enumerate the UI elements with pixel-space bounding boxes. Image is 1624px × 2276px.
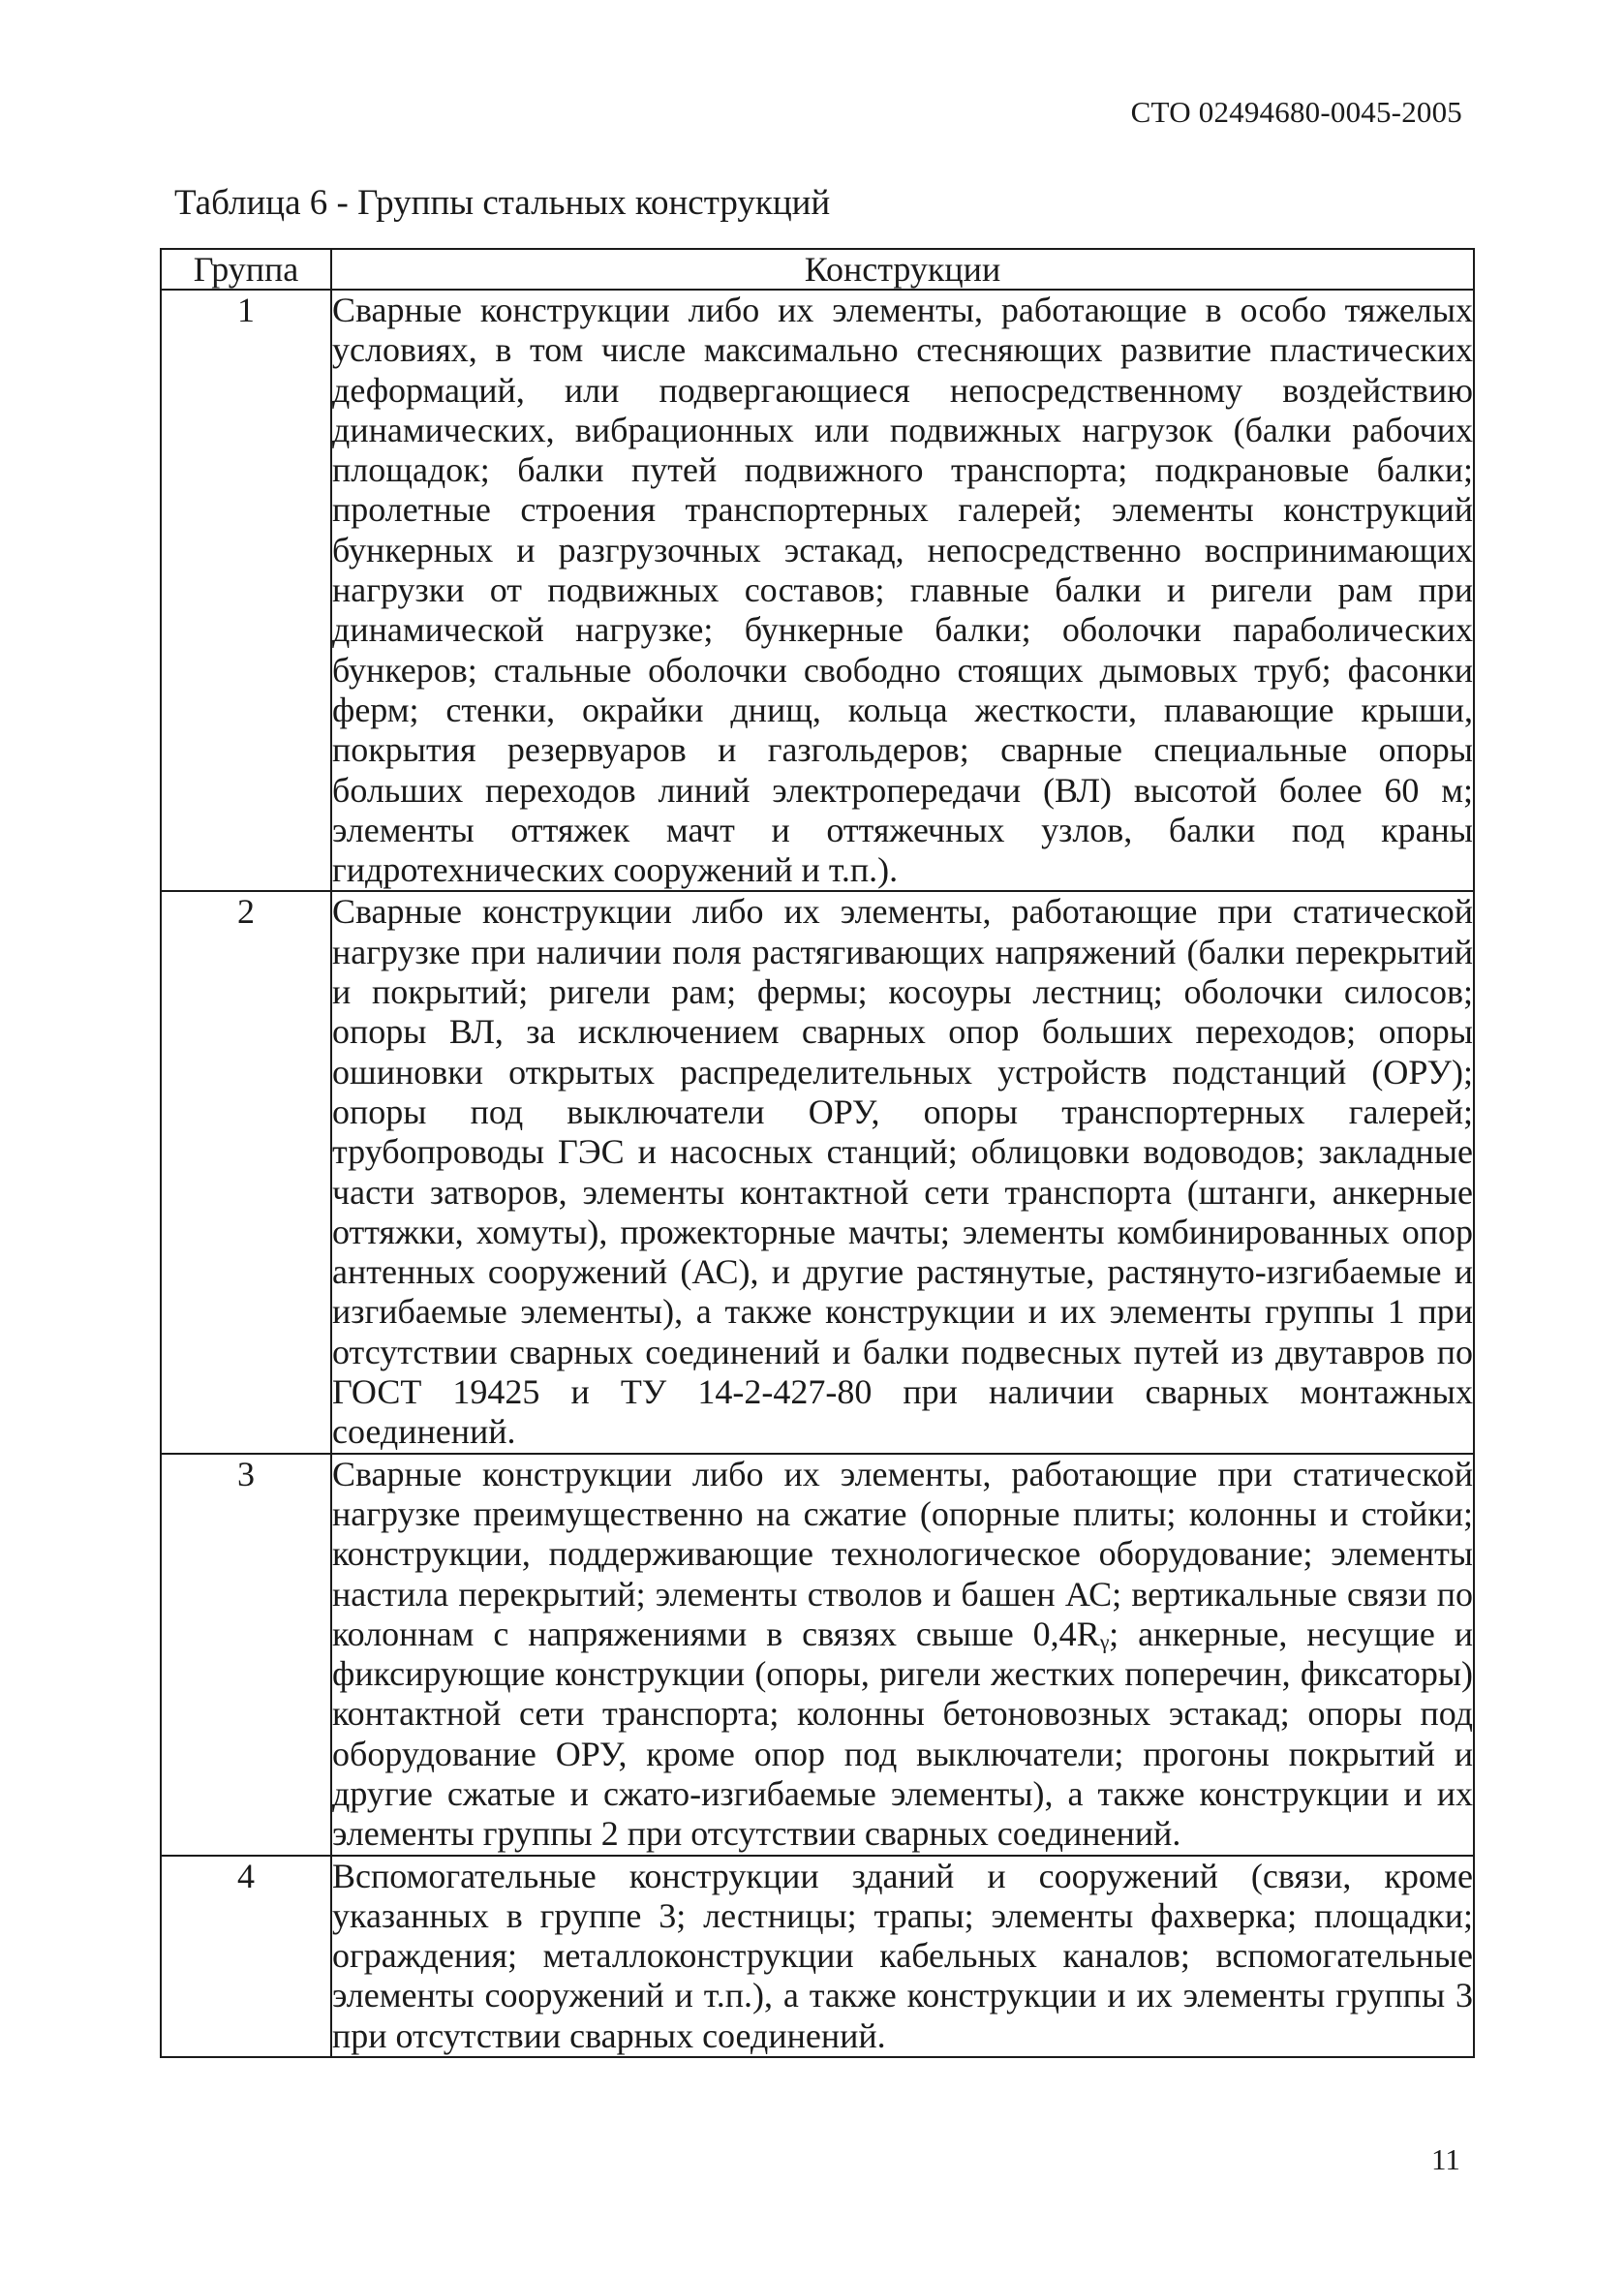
constructions-cell: Вспомогательные конструкции зданий и сооружений (связи, кроме указанных в группе 3; лестницы; трапы; элементы фахверка; площадки; ограждения; металлоконструкции кабельных каналов; вспомогательные элементы сооружений и т.п.), а также конструкции и их элементы группы 3 при отсутствии сварных соединений. xyxy=(331,1856,1474,2057)
document-code: СТО 02494680-0045-2005 xyxy=(1130,95,1462,129)
table-caption: Таблица 6 - Группы стальных конструкций xyxy=(174,183,831,223)
steel-groups-table xyxy=(160,248,1475,2058)
table-header-row xyxy=(161,249,1474,290)
table-row xyxy=(161,1856,1474,2057)
column-header-group: Группа xyxy=(161,249,331,290)
table-row xyxy=(161,290,1474,891)
group-number-cell: 1 xyxy=(161,290,331,891)
constructions-cell: Сварные конструкции либо их элементы, работающие при статической нагрузке при наличии поля растягивающих напряжений (балки перекрытий и покрытий; ригели рам; фермы; косоуры лестниц; оболочки силосов; опоры ВЛ, за исключением сварных опор больших переходов; опоры ошиновки открытых распределительных устройств подстанций (ОРУ); опоры под выключатели ОРУ, опоры транспортерных галерей; трубопроводы ГЭС и насосных станций; облицовки водоводов; закладные части затворов, элементы контактной сети транспорта (штанги, анкерные оттяжки, хомуты), прожекторные мачты; элементы комбинированных опор антенных сооружений (АС), и другие растянутые, растянуто-изгибаемые и изгибаемые элементы), а также конструкции и их элементы группы 1 при отсутствии сварных соединений и балки подвесных путей из двутавров по ГОСТ 19425 и ТУ 14-2-427-80 при наличии сварных монтажных соединений. xyxy=(331,891,1474,1453)
table-row xyxy=(161,891,1474,1453)
constructions-cell: Сварные конструкции либо их элементы, работающие в особо тяжелых условиях, в том числе максимально стесняющих развитие пластических деформаций, или подвергающиеся непосредственному воздействию динамических, вибрационных или подвижных нагрузок (балки рабочих площадок; балки путей подвижного транспорта; подкрановые балки; пролетные строения транспортерных галерей; элементы конструкций бункерных и разгрузочных эстакад, непосредственно воспринимающих нагрузки от подвижных составов; главные балки и ригели рам при динамической нагрузке; бункерные балки; оболочки параболических бункеров; стальные оболочки свободно стоящих дымовых труб; фасонки ферм; стенки, окрайки днищ, кольца жесткости, плавающие крыши, покрытия резервуаров и газгольдеров; сварные специальные опоры больших переходов линий электропередачи (ВЛ) высотой более 60 м; элементы оттяжек мачт и оттяжечных узлов, балки под краны гидротехнических сооружений и т.п.). xyxy=(331,290,1474,891)
group-number-cell: 4 xyxy=(161,1856,331,2057)
group-number-cell: 3 xyxy=(161,1454,331,1856)
page-number: 11 xyxy=(1431,2142,1460,2176)
column-header-constructions: Конструкции xyxy=(331,249,1474,290)
table-row xyxy=(161,1454,1474,1856)
constructions-cell: Сварные конструкции либо их элементы, работающие при статической нагрузке преимущественно на сжатие (опорные плиты; колонны и стойки; конструкции, поддерживающие технологическое оборудование; элементы настила перекрытий; элементы стволов и башен АС; вертикальные связи по колоннам с напряжениями в связях свыше 0,4Rᵧ; анкерные, несущие и фиксирующие конструкции (опоры, ригели жестких поперечин, фиксаторы) контактной сети транспорта; колонны бетоновозных эстакад; опоры под оборудование ОРУ, кроме опор под выключатели; прогоны покрытий и другие сжатые и сжато-изгибаемые элементы), а также конструкции и их элементы группы 2 при отсутствии сварных соединений. xyxy=(331,1454,1474,1856)
group-number-cell: 2 xyxy=(161,891,331,1453)
